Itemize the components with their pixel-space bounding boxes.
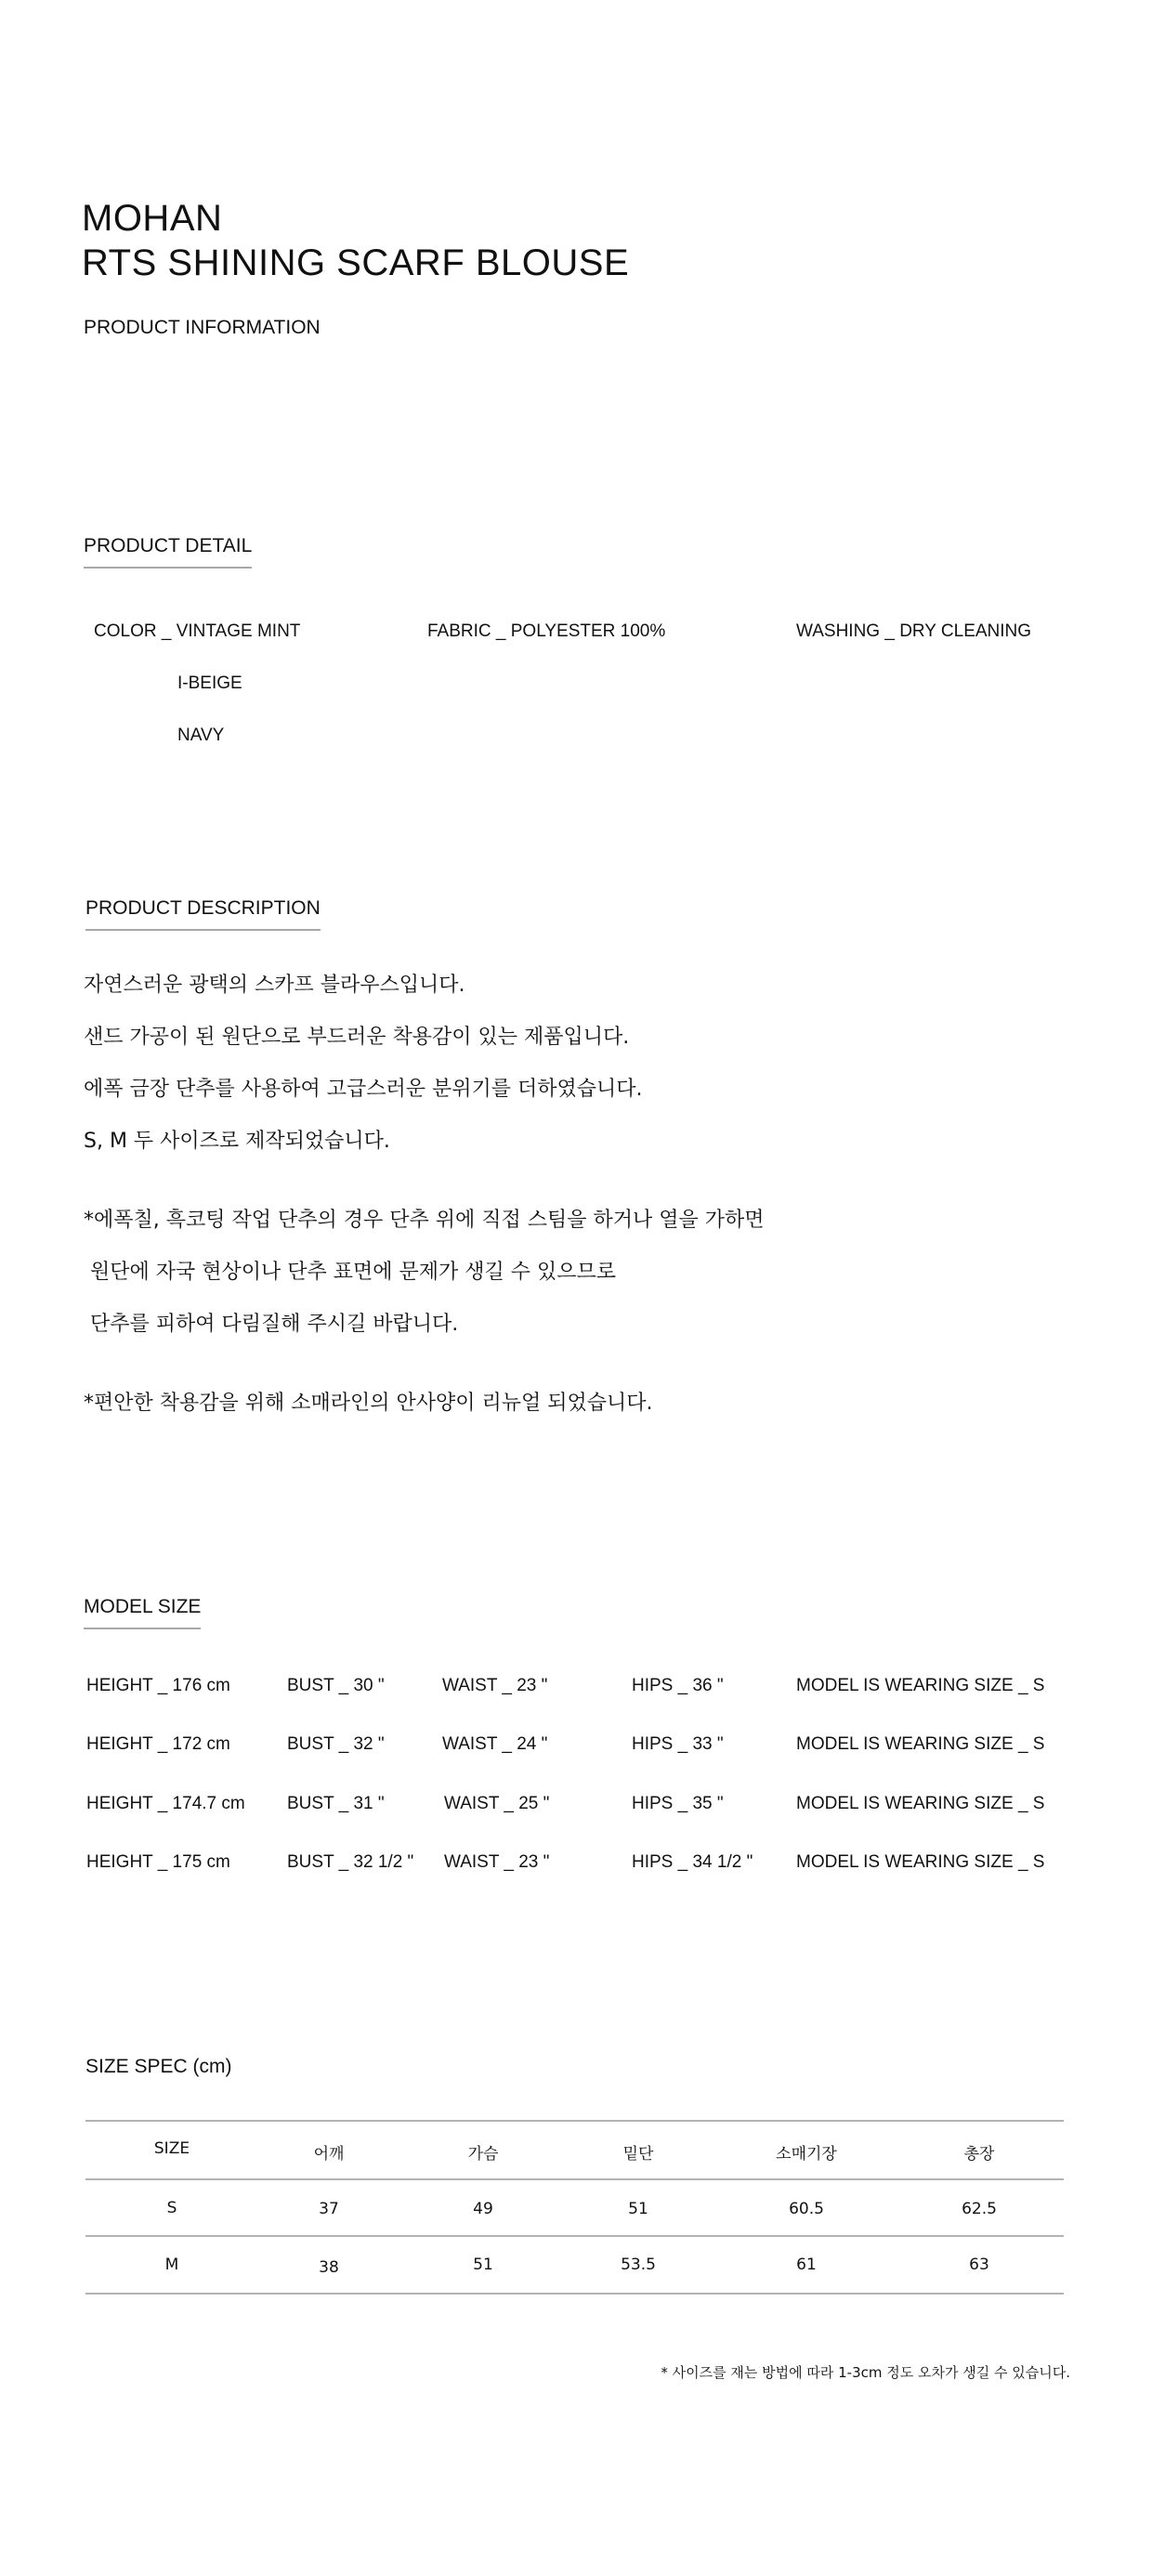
model-height: HEIGHT _ 172 cm	[86, 1734, 230, 1754]
model-height: HEIGHT _ 174.7 cm	[86, 1794, 245, 1813]
description-line: S, M 두 사이즈로 제작되었습니다.	[84, 1130, 390, 1153]
model-bust: BUST _ 30 "	[287, 1676, 385, 1695]
model-bust: BUST _ 31 "	[287, 1794, 385, 1813]
table-bottom-rule	[85, 2293, 1064, 2295]
model-wearing-size: MODEL IS WEARING SIZE _ S	[796, 1852, 1045, 1872]
table-header-cell: 총장	[963, 2145, 995, 2164]
care-note-line: 원단에 자국 현상이나 단추 표면에 문제가 생길 수 있으므로	[84, 1261, 616, 1284]
model-waist: WAIST _ 24 "	[442, 1734, 548, 1754]
table-header-cell: 소매기장	[776, 2145, 837, 2164]
model-bust: BUST _ 32 1/2 "	[287, 1852, 414, 1872]
table-cell: 60.5	[789, 2200, 824, 2218]
renewal-note: *편안한 착용감을 위해 소매라인의 안사양이 리뉴얼 되었습니다.	[84, 1392, 653, 1415]
washing-label: WASHING _ DRY CLEANING	[796, 621, 1032, 641]
product-detail-heading: PRODUCT DETAIL	[84, 535, 252, 569]
color-label: COLOR _ VINTAGE MINT	[94, 621, 301, 641]
table-header-cell: 밑단	[622, 2145, 654, 2164]
table-cell: 62.5	[962, 2200, 997, 2218]
color-option-navy: NAVY	[177, 726, 225, 745]
product-information-label: PRODUCT INFORMATION	[84, 317, 321, 338]
model-wearing-size: MODEL IS WEARING SIZE _ S	[796, 1734, 1045, 1754]
table-cell: 51	[628, 2200, 648, 2218]
table-cell: M	[164, 2256, 179, 2274]
model-hips: HIPS _ 35 "	[632, 1794, 724, 1813]
product-title: RTS SHINING SCARF BLOUSE	[82, 242, 630, 283]
care-note-line: *에폭칠, 흑코팅 작업 단추의 경우 단추 위에 직접 스팀을 하거나 열을 가하면	[84, 1209, 765, 1232]
model-hips: HIPS _ 33 "	[632, 1734, 724, 1754]
table-header-cell: 어깨	[313, 2145, 345, 2164]
description-line: 에폭 금장 단추를 사용하여 고급스러운 분위기를 더하였습니다.	[84, 1078, 643, 1101]
table-row-rule	[85, 2235, 1064, 2237]
table-cell: 37	[319, 2200, 339, 2218]
description-line: 샌드 가공이 된 원단으로 부드러운 착용감이 있는 제품입니다.	[84, 1026, 630, 1049]
table-cell: 53.5	[621, 2256, 656, 2274]
table-cell: 38	[319, 2258, 339, 2277]
table-cell: 49	[473, 2200, 493, 2218]
model-waist: WAIST _ 23 "	[442, 1676, 548, 1695]
table-header-cell: 가슴	[467, 2145, 499, 2164]
brand-name: MOHAN	[82, 198, 223, 239]
model-waist: WAIST _ 25 "	[444, 1794, 550, 1813]
table-cell: 51	[473, 2256, 493, 2274]
size-spec-heading: SIZE SPEC (cm)	[85, 2056, 232, 2077]
model-size-heading: MODEL SIZE	[84, 1596, 201, 1629]
fabric-label: FABRIC _ POLYESTER 100%	[427, 621, 666, 641]
table-header-cell: SIZE	[153, 2139, 190, 2158]
care-note-line: 단추를 피하여 다림질해 주시길 바랍니다.	[84, 1313, 459, 1336]
measurement-note: * 사이즈를 재는 방법에 따라 1-3cm 정도 오차가 생길 수 있습니다.	[661, 2364, 1070, 2381]
table-cell: 61	[796, 2256, 817, 2274]
color-option-beige: I-BEIGE	[177, 673, 242, 693]
product-description-heading: PRODUCT DESCRIPTION	[85, 897, 321, 931]
model-wearing-size: MODEL IS WEARING SIZE _ S	[796, 1794, 1045, 1813]
table-cell: S	[166, 2199, 177, 2217]
model-bust: BUST _ 32 "	[287, 1734, 385, 1754]
model-hips: HIPS _ 36 "	[632, 1676, 724, 1695]
description-line: 자연스러운 광택의 스카프 블라우스입니다.	[84, 974, 465, 997]
model-hips: HIPS _ 34 1/2 "	[632, 1852, 753, 1872]
model-height: HEIGHT _ 176 cm	[86, 1676, 230, 1695]
model-height: HEIGHT _ 175 cm	[86, 1852, 230, 1872]
table-top-rule	[85, 2120, 1064, 2122]
table-cell: 63	[969, 2256, 989, 2274]
table-header-rule	[85, 2178, 1064, 2180]
model-wearing-size: MODEL IS WEARING SIZE _ S	[796, 1676, 1045, 1695]
model-waist: WAIST _ 23 "	[444, 1852, 550, 1872]
